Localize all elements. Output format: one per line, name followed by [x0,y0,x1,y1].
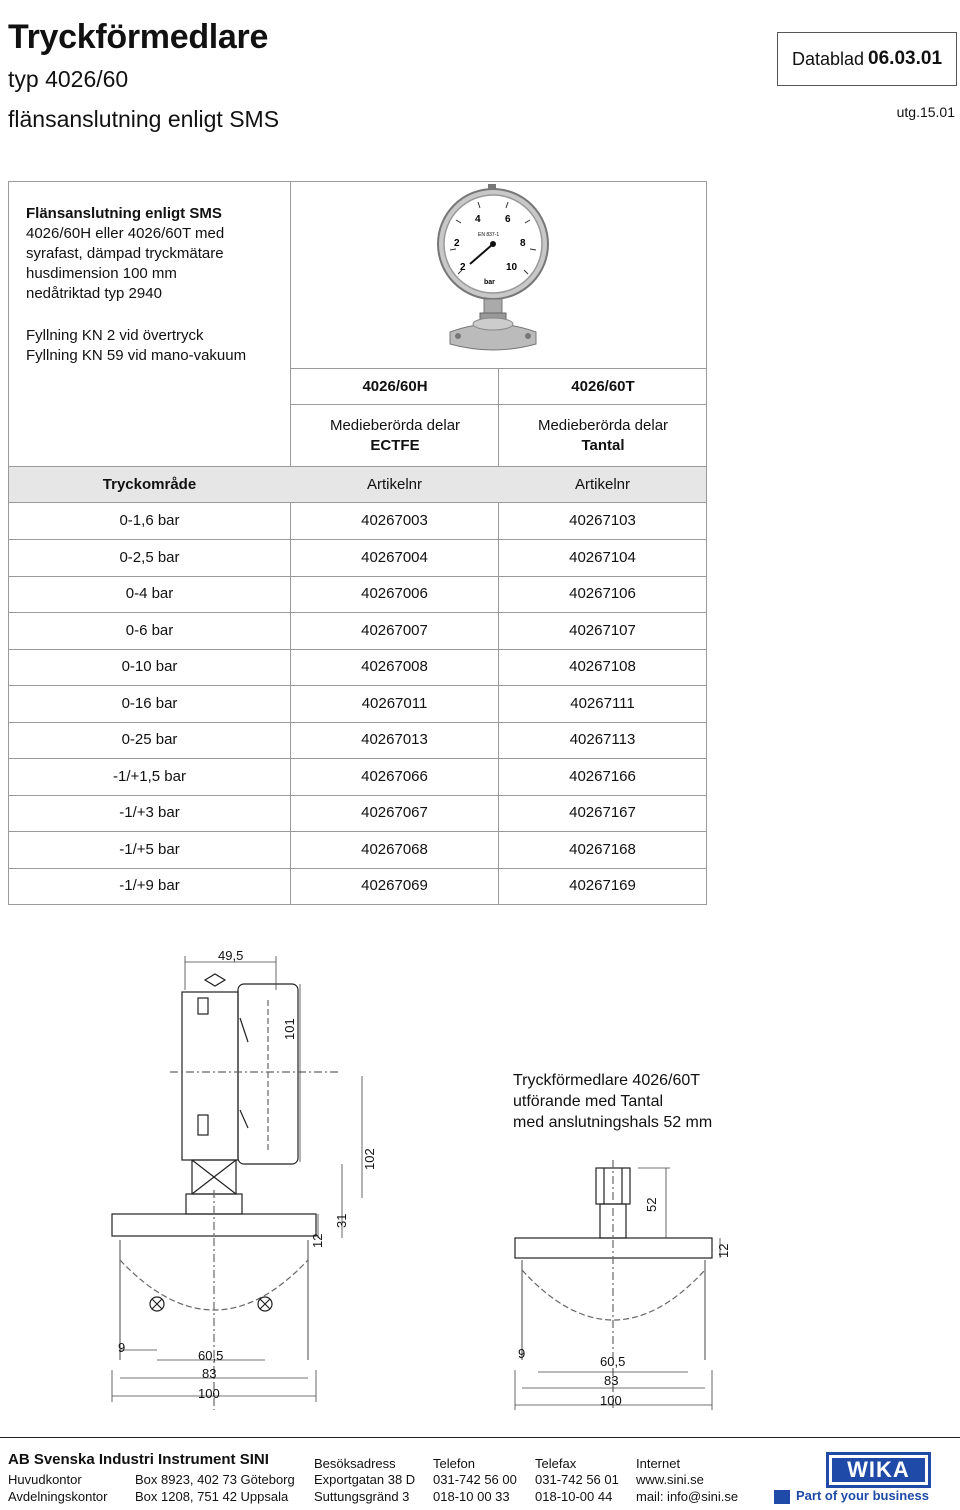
range-cell: -1/+9 bar [119,877,180,894]
dim-label: 9 [118,1340,126,1355]
caption-line: med anslutningshals 52 mm [513,1114,713,1131]
table-header-range: Tryckområde [102,476,197,493]
range-cell: 0-25 bar [121,731,178,748]
caption-line: utförande med Tantal [513,1093,664,1110]
slogan: Part of your business [796,1488,929,1503]
technical-drawing-60h [100,940,390,1420]
article-h-cell: 40267003 [361,512,428,529]
gauge-tick-label: 6 [505,214,511,225]
email-link[interactable]: mail: info@sini.se [636,1489,739,1504]
article-t-cell: 40267103 [569,512,636,529]
technical-drawing-60t [500,1160,750,1420]
desc-line: husdimension 100 mm [26,265,177,282]
col-h-media: Medieberörda delar [329,417,461,434]
article-h-cell: 40267011 [361,695,428,712]
dim-label: 102 [362,1148,377,1170]
dim-label: 101 [282,1018,297,1040]
article-t-cell: 40267113 [569,731,636,748]
postal-address: Box 8923, 402 73 Göteborg [135,1472,295,1487]
article-h-cell: 40267006 [361,585,428,602]
page-title: Tryckförmedlare [8,18,269,56]
website-link[interactable]: www.sini.se [636,1472,704,1487]
range-cell: 0-2,5 bar [119,549,180,566]
col-t-model: 4026/60T [571,378,635,395]
article-t-cell: 40267166 [569,768,636,785]
range-cell: 0-1,6 bar [119,512,180,529]
page-subtitle-type: typ 4026/60 [8,66,129,92]
col-h-model: 4026/60H [362,378,428,395]
article-t-cell: 40267107 [569,622,636,639]
article-t-cell: 40267108 [569,658,636,675]
fax-heading: Telefax [535,1456,577,1471]
page-subtitle-connection: flänsanslutning enligt SMS [8,106,280,132]
dim-label: 12 [310,1233,325,1248]
article-h-cell: 40267068 [361,841,428,858]
desc-line: Fyllning KN 2 vid övertryck [26,327,204,344]
table-header-article-h: Artikelnr [366,476,422,493]
article-h-cell: 40267004 [361,549,428,566]
pressure-gauge-image [420,184,565,364]
visit-address-heading: Besöksadress [314,1456,396,1471]
wika-logo [826,1452,931,1488]
datasheet-badge [777,32,957,86]
article-h-cell: 40267008 [361,658,428,675]
range-cell: -1/+1,5 bar [113,768,186,785]
gauge-tick-label: 2 [460,262,466,273]
office-label: Huvudkontor [8,1472,82,1487]
gauge-tick-label: 2 [454,238,460,249]
dim-label: 31 [334,1213,349,1228]
article-t-cell: 40267106 [569,585,636,602]
article-h-cell: 40267067 [361,804,428,821]
fax-number: 031-742 56 01 [535,1472,619,1487]
range-cell: -1/+3 bar [119,804,180,821]
dim-label: 83 [202,1366,217,1381]
range-cell: 0-10 bar [121,658,178,675]
phone-number: 031-742 56 00 [433,1472,517,1487]
phone-heading: Telefon [433,1456,475,1471]
gauge-unit-label: bar [484,279,495,286]
range-cell: 0-16 bar [121,695,178,712]
article-h-cell: 40267007 [361,622,428,639]
col-t-material: Tantal [581,437,625,454]
range-cell: -1/+5 bar [119,841,180,858]
product-description [26,204,246,366]
article-t-cell: 40267168 [569,841,636,858]
col-h-material: ECTFE [370,437,420,454]
article-t-cell: 40267104 [569,549,636,566]
range-cell: 0-6 bar [125,622,174,639]
desc-heading: Flänsanslutning enligt SMS [26,205,222,222]
col-t-media: Medieberörda delar [537,417,669,434]
article-h-cell: 40267066 [361,768,428,785]
phone-number: 018-10 00 33 [433,1489,510,1504]
postal-address: Box 1208, 751 42 Uppsala [135,1489,289,1504]
dim-label: 9 [518,1346,526,1361]
dim-label: 12 [716,1243,731,1258]
desc-line: Fyllning KN 59 vid mano-vakuum [26,347,247,364]
desc-line: nedåtriktad typ 2940 [26,285,162,302]
internet-heading: Internet [636,1456,681,1471]
gauge-tick-label: 8 [520,238,526,249]
desc-line: syrafast, dämpad tryckmätare [26,245,224,262]
slogan-square-icon [774,1490,790,1504]
drawing-caption [513,1070,712,1133]
gauge-standard-label: EN 837-1 [478,232,500,238]
article-t-cell: 40267111 [570,695,635,712]
dim-label: 60,5 [198,1348,224,1363]
gauge-tick-label: 4 [475,214,481,225]
article-t-cell: 40267169 [569,877,636,894]
dim-label: 83 [604,1373,619,1388]
visit-address: Exportgatan 38 D [314,1472,416,1487]
dim-label: 60,5 [600,1354,626,1369]
dim-label: 100 [198,1386,220,1401]
edition-label: utg.15.01 [896,104,955,120]
article-t-cell: 40267167 [569,804,636,821]
caption-line: Tryckförmedlare 4026/60T [513,1072,701,1089]
table-header-article-t: Artikelnr [574,476,630,493]
desc-line: 4026/60H eller 4026/60T med [26,225,225,242]
dim-label: 100 [600,1393,622,1408]
dim-label: 52 [644,1197,659,1212]
wika-logo-text: WIKA [832,1458,925,1482]
company-name: AB Svenska Industri Instrument SINI [8,1451,269,1468]
gauge-tick-label: 10 [506,262,518,273]
fax-number: 018-10-00 44 [535,1489,613,1504]
office-label: Avdelningskontor [8,1489,108,1504]
article-h-cell: 40267013 [361,731,428,748]
dim-label: 49,5 [218,948,244,963]
range-cell: 0-4 bar [125,585,174,602]
visit-address: Suttungsgränd 3 [314,1489,410,1504]
article-h-cell: 40267069 [361,877,428,894]
datasheet-label: Datablad [791,48,865,69]
datasheet-date: 06.03.01 [868,48,943,69]
